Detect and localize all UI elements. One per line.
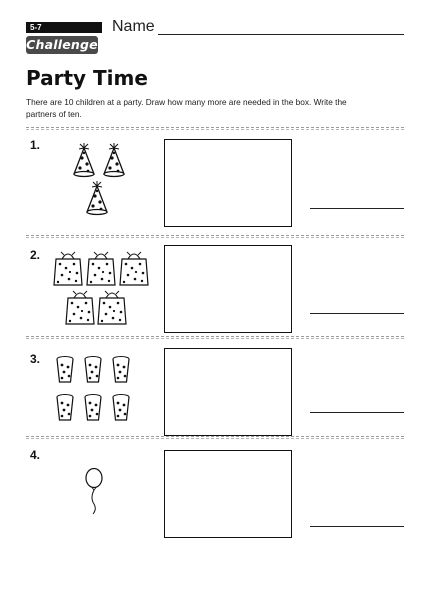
section-divider	[26, 336, 404, 339]
lesson-tag: 5-7	[26, 22, 102, 33]
gift-bag-icon	[87, 252, 115, 285]
instructions: There are 10 children at a party. Draw how many more are needed in the box. Write the partners of ten.	[26, 97, 347, 119]
cup-icon	[113, 357, 129, 383]
answer-line[interactable]	[310, 313, 404, 314]
cup-icon	[57, 395, 73, 421]
cup-icon	[113, 395, 129, 421]
gift-bag-icon	[98, 291, 126, 324]
gift-bag-icon	[66, 291, 94, 324]
problem-number: 3.	[30, 352, 41, 366]
drawing-box[interactable]	[164, 245, 292, 333]
name-label: Name	[112, 18, 155, 35]
drawing-box[interactable]	[164, 348, 292, 436]
cup-icon	[85, 357, 101, 383]
answer-line[interactable]	[310, 412, 404, 413]
cup-icon	[85, 395, 101, 421]
balloon-icon	[82, 468, 106, 516]
cup-group	[54, 354, 134, 426]
drawing-box[interactable]	[164, 450, 292, 538]
gift-bag-icon	[120, 252, 148, 285]
section-divider	[26, 436, 404, 439]
page-title: Party Time	[26, 66, 148, 90]
problem-number: 4.	[30, 448, 41, 462]
problem-number: 2.	[30, 248, 41, 262]
party-hat-icon	[74, 143, 94, 177]
name-write-line[interactable]	[158, 34, 404, 35]
answer-line[interactable]	[310, 526, 404, 527]
answer-line[interactable]	[310, 208, 404, 209]
gift-bag-group	[52, 248, 154, 328]
party-hat-icon	[104, 143, 124, 177]
party-hat-icon	[87, 181, 107, 215]
section-divider	[26, 127, 404, 130]
party-hat-group	[70, 140, 130, 216]
cup-icon	[57, 357, 73, 383]
section-divider	[26, 235, 404, 238]
gift-bag-icon	[54, 252, 82, 285]
problem-number: 1.	[30, 138, 41, 152]
challenge-banner: Challenge	[26, 37, 98, 52]
drawing-box[interactable]	[164, 139, 292, 227]
